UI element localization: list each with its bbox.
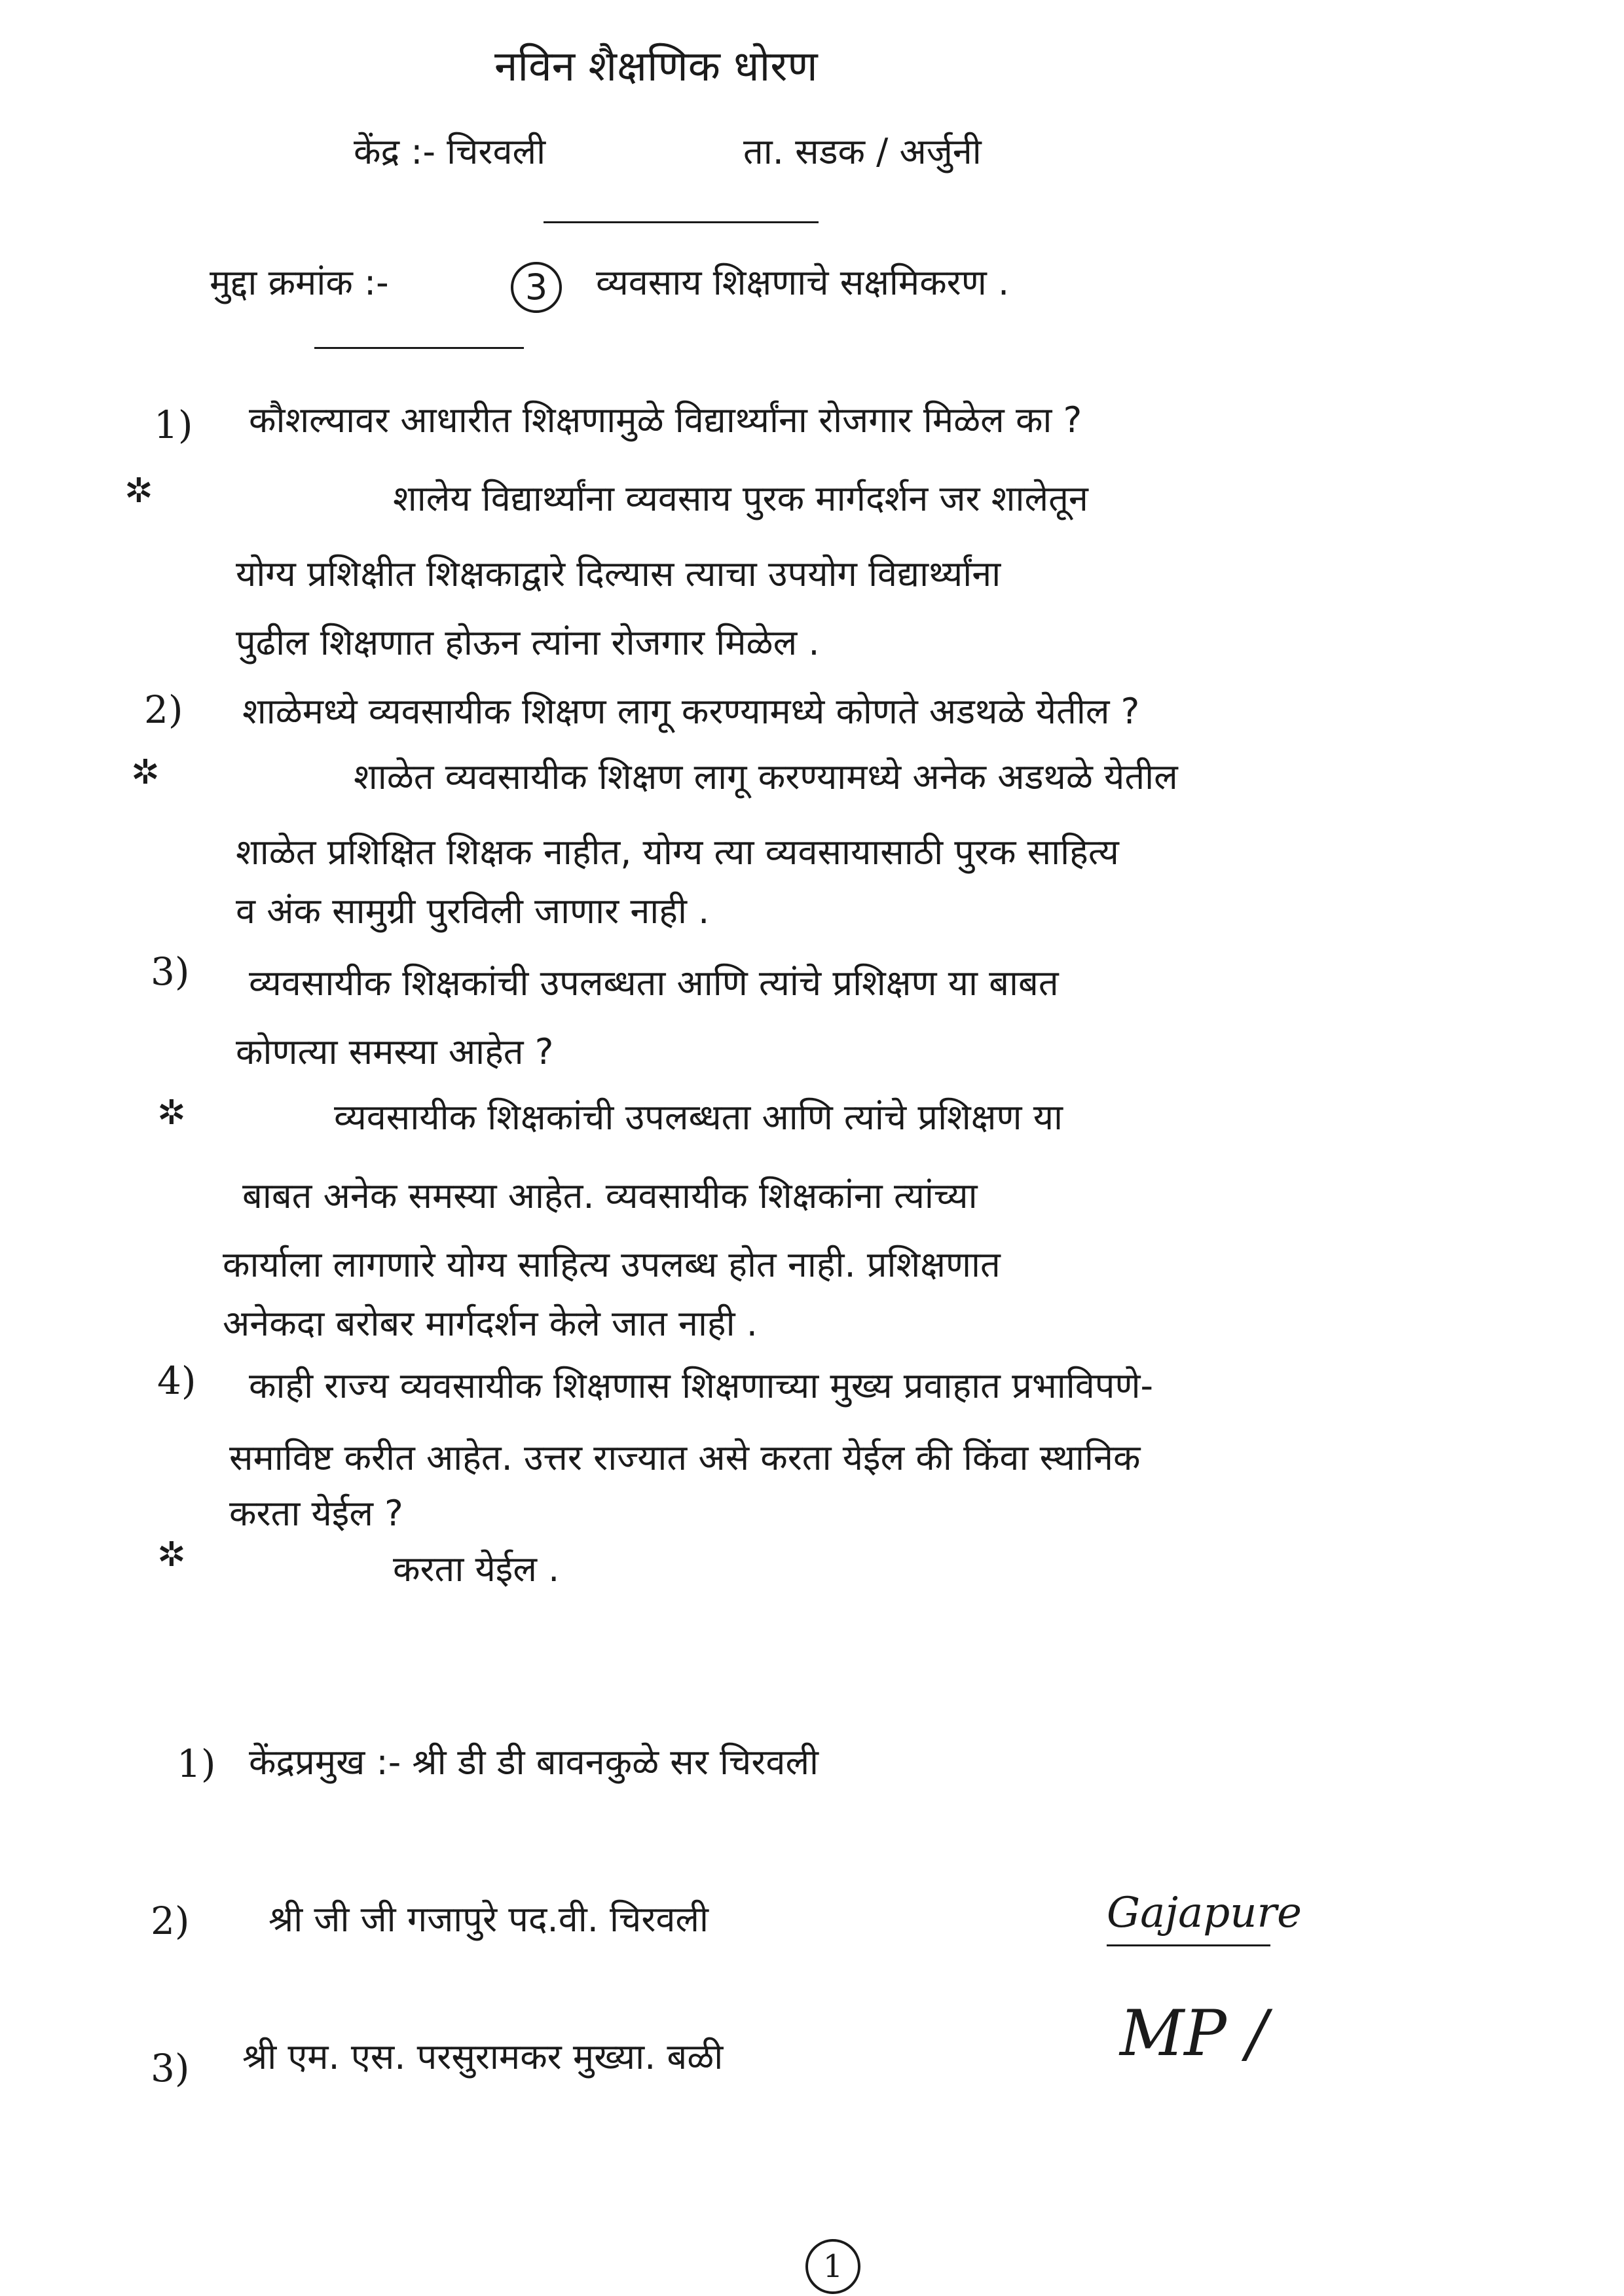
header-divider [544,221,819,223]
page-number: 1 [805,2239,860,2294]
item-question: कौशल्यावर आधारीत शिक्षणामुळे विद्यार्थ्यांना रोजगार मिळेल का ? [249,399,1082,441]
signature-stroke [1107,1944,1270,1946]
item-number: 2) [144,687,183,732]
signatory-number: 3) [151,2046,190,2090]
item-answer-line: शालेय विद्यार्थ्यांना व्यवसाय पुरक मार्गदर्शन जर शालेतून [393,478,1088,519]
topic-underline [314,347,524,349]
taluka-label: ता. सडक / अर्जुनी [743,131,982,172]
item-answer-line: करता येईल . [393,1548,560,1590]
item-question-line: व्यवसायीक शिक्षकांची उपलब्धता आणि त्यांचे प्रशिक्षण या बाबत [249,962,1059,1004]
item-number: 4) [157,1358,196,1403]
topic-number: 3 [511,262,562,313]
item-answer-line: पुढील शिक्षणात होऊन त्यांना रोजगार मिळेल . [236,622,820,663]
item-answer-line: कार्याला लागणारे योग्य साहित्य उपलब्ध होत नाही. प्रशिक्षणात [223,1244,1001,1285]
star-icon: ✲ [157,1093,186,1133]
page-title: नविन शैक्षणिक धोरण [494,43,818,91]
item-answer-line: शाळेत प्रशिक्षित शिक्षक नाहीत, योग्य त्या व्यवसायासाठी पुरक साहित्य [236,831,1119,873]
signatory-number: 1) [177,1741,216,1786]
signatory-text: श्री जी जी गजापुरे पद.वी. चिरवली [268,1899,709,1940]
signature: Gajapure [1107,1889,1302,1937]
signatory-text: श्री एम. एस. परसुरामकर मुख्या. बळी [242,2036,724,2077]
item-answer-line: व अंक सामुग्री पुरविली जाणार नाही . [236,890,710,932]
topic-text: व्यवसाय शिक्षणाचे सक्षमिकरण . [596,262,1010,303]
item-answer-line: बाबत अनेक समस्या आहेत. व्यवसायीक शिक्षकांना त्यांच्या [242,1175,978,1216]
signatory-text: केंद्रप्रमुख :- श्री डी डी बावनकुळे सर चिरवली [249,1741,819,1783]
item-question-line: काही राज्य व्यवसायीक शिक्षणास शिक्षणाच्या मुख्य प्रवाहात प्रभाविपणे- [249,1365,1153,1406]
topic-prefix: मुद्दा क्रमांक :- [210,262,389,303]
item-number: 3) [151,949,190,994]
star-icon: ✲ [131,753,160,792]
item-question-line: करता येईल ? [229,1493,403,1534]
item-question-line: कोणत्या समस्या आहेत ? [236,1031,554,1072]
star-icon: ✲ [124,471,153,511]
center-label: केंद्र :- चिरवली [354,131,546,172]
item-answer-line: व्यवसायीक शिक्षकांची उपलब्धता आणि त्यांचे प्रशिक्षण या [334,1097,1063,1138]
signature: MP / [1120,1997,1268,2070]
star-icon: ✲ [157,1535,186,1575]
item-answer-line: अनेकदा बरोबर मार्गदर्शन केले जात नाही . [223,1303,758,1344]
item-answer-line: शाळेत व्यवसायीक शिक्षण लागू करण्यामध्ये अनेक अडथळे येतील [354,756,1178,797]
signatory-number: 2) [151,1899,190,1943]
item-answer-line: योग्य प्रशिक्षीत शिक्षकाद्वारे दिल्यास त्याचा उपयोग विद्यार्थ्यांना [236,553,1001,594]
item-number: 1) [154,403,193,447]
item-question-line: समाविष्ट करीत आहेत. उत्तर राज्यात असे करता येईल की किंवा स्थानिक [229,1437,1141,1478]
item-question: शाळेमध्ये व्यवसायीक शिक्षण लागू करण्यामध्ये कोणते अडथळे येतील ? [242,691,1140,732]
